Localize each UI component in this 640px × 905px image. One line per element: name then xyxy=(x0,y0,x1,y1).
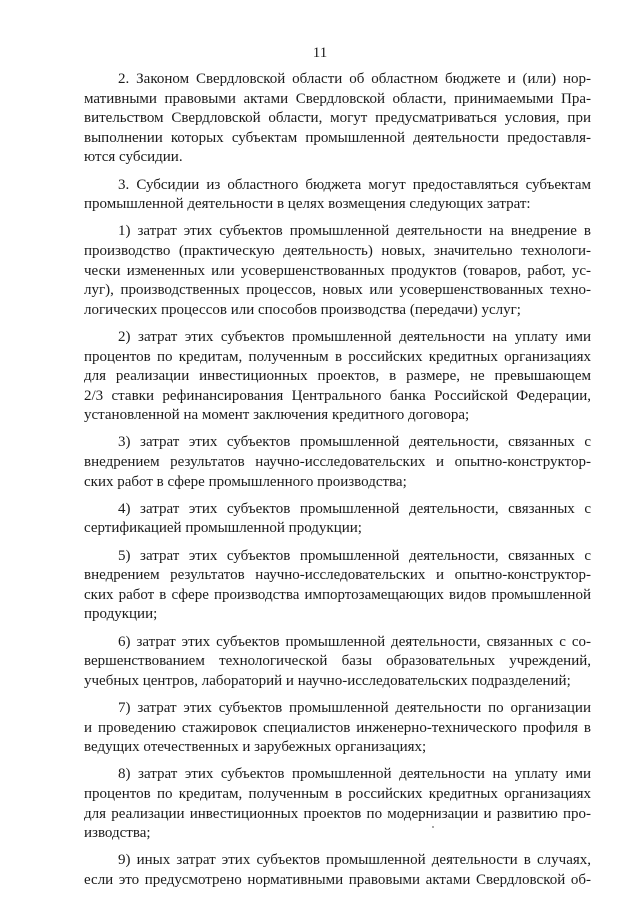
paragraph xyxy=(84,328,591,426)
paragraph-line: 3) затрат этих субъектов промышленной деятельности, связанных с xyxy=(118,434,591,451)
paragraph xyxy=(84,433,591,492)
paragraph-line: выполнении которых субъектам промышленной деятельности предоставля- xyxy=(84,129,591,146)
paragraph-line: внедрением результатов научно-исследовательских и опытно-конструктор- xyxy=(84,567,591,584)
paragraph-line: 8) затрат этих субъектов промышленной деятельности на уплату ими xyxy=(118,766,591,783)
paragraph xyxy=(84,176,591,215)
paragraph-line: 2) затрат этих субъектов промышленной деятельности на уплату ими xyxy=(118,328,591,345)
paragraph-line: 5) затрат этих субъектов промышленной деятельности, связанных с xyxy=(118,547,591,564)
paragraph-line: луг), производственных процессов, новых или усовершенствованных техно- xyxy=(84,282,591,299)
paragraph-line: 9) иных затрат этих субъектов промышленной деятельности в случаях, xyxy=(118,852,591,869)
paragraph xyxy=(84,70,591,168)
paragraph-line: 2. Законом Свердловской области об областном бюджете и (или) нор- xyxy=(118,71,591,87)
paragraph-line: вительством Свердловской области, могут предусматриваться условия, при xyxy=(84,110,591,127)
paragraph-line: и проведению стажировок специалистов инженерно-технического профиля в xyxy=(84,719,591,736)
paragraph-line: продукции; xyxy=(84,606,158,623)
paragraph-line: если это предусмотрено нормативными правовыми актами Свердловской об- xyxy=(84,871,591,888)
paragraph-line: внедрением результатов научно-исследовательских и опытно-конструктор- xyxy=(84,454,591,471)
paragraph-line: для реализации инвестиционных проектов, в размере, не превышающем xyxy=(84,368,591,385)
paragraph-line: мативными правовыми актами Свердловской области, принимаемыми Пра- xyxy=(84,90,591,107)
paragraph-line: ведущих отечественных и зарубежных организациях; xyxy=(84,739,427,756)
paragraph-line: изводства; xyxy=(84,825,151,842)
paragraph-line: 3. Субсидии из областного бюджета могут предоставляться субъектам xyxy=(118,176,591,193)
paragraph-line: 1) затрат этих субъектов промышленной деятельности на внедрение в xyxy=(118,223,591,240)
paragraph-line: чески измененных или усовершенствованных продуктов (товаров, работ, ус- xyxy=(84,262,591,279)
paragraph-line: учебных центров, лабораторий и научно-исследовательских подразделений; xyxy=(84,672,571,689)
scan-speck xyxy=(432,826,434,828)
paragraph-line: ских работ в сфере промышленного производства; xyxy=(84,473,407,490)
paragraph-line: производство (практическую деятельность) новых, значительно технологи- xyxy=(84,242,591,259)
paragraph xyxy=(84,851,591,890)
paragraph-line: логических процессов или способов производства (передачи) услуг; xyxy=(84,301,521,318)
paragraph-line: установленной на момент заключения кредитного договора; xyxy=(84,407,470,424)
paragraph xyxy=(84,699,591,758)
paragraph-line: промышленной деятельности в целях возмещения следующих затрат: xyxy=(84,196,531,213)
paragraph-line: ских работ в сфере производства импортозамещающих видов промышленной xyxy=(84,586,591,603)
paragraph-line: 6) затрат этих субъектов промышленной деятельности, связанных с со- xyxy=(118,633,591,650)
paragraph xyxy=(84,765,591,843)
paragraph-line: процентов по кредитам, полученным в российских кредитных организациях xyxy=(84,348,591,365)
page-number: 11 xyxy=(312,45,328,61)
paragraph-line: сертификацией промышленной продукции; xyxy=(84,520,362,537)
paragraph xyxy=(84,500,591,539)
paragraph-line: 2/3 ставки рефинансирования Центрального банка Российской Федерации, xyxy=(84,387,591,404)
paragraph-line: процентов по кредитам, полученным в российских кредитных организациях xyxy=(84,785,591,802)
paragraph xyxy=(84,547,591,625)
paragraph-line: ются субсидии. xyxy=(84,149,183,166)
paragraph-line: 7) затрат этих субъектов промышленной деятельности по организации xyxy=(118,699,591,716)
paragraph xyxy=(84,222,591,320)
paragraph-line: 4) затрат этих субъектов промышленной деятельности, связанных с xyxy=(118,500,591,517)
document-body xyxy=(84,70,591,898)
paragraph-line: для реализации инвестиционных проектов по модернизации и развитию про- xyxy=(84,805,591,822)
paragraph-line: вершенствованием технологической базы образовательных учреждений, xyxy=(84,653,591,670)
paragraph xyxy=(84,633,591,692)
